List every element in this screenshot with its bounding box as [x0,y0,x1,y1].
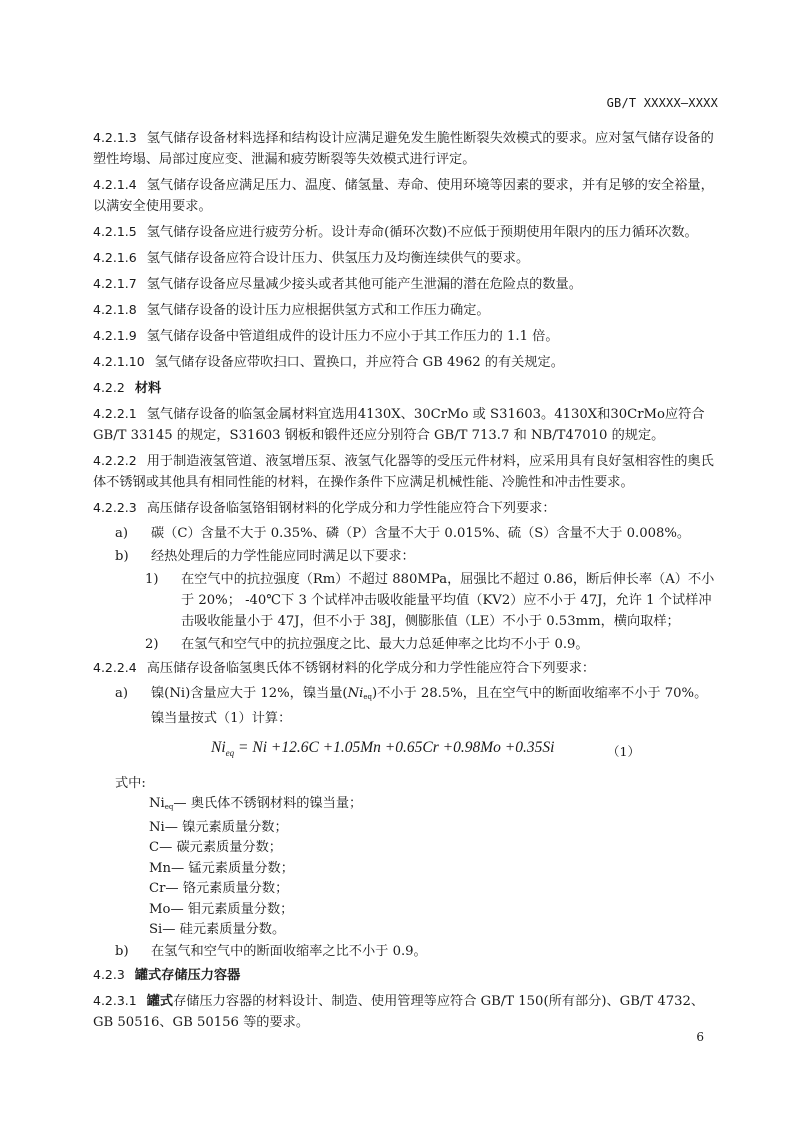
list-item-text: 碳（C）含量不大于 0.35%、磷（P）含量不大于 0.015%、硫（S）含量不大于 0.008%。 [151,526,691,541]
list-item-text: 在氢气和空气中的断面收缩率之比不小于 0.9。 [151,943,427,959]
clause-text: 氢气储存设备应尽量减少接头或者其他可能产生泄漏的潜在危险点的数量。 [146,277,582,292]
clause-text: 氢气储存设备应带吹扫口、置换口，并应符合 GB 4962 的有关规定。 [154,355,564,370]
clause-text: 氢气储存设备中管道组成件的设计压力不应小于其工作压力的 1.1 倍。 [146,329,559,344]
clause-number: 4.2.2.4 [93,660,137,675]
list-item [115,523,723,544]
section-title: 材料 [134,381,162,396]
list-item [115,546,723,567]
clause-4-2-3-1 [93,990,723,1033]
section-number: 4.2.3 [93,966,125,982]
page-number: 6 [696,1030,704,1044]
clause-4-2-1-6 [93,247,723,269]
section-number: 4.2.2 [93,380,125,395]
clause-number: 4.2.2.1 [93,406,137,421]
clause-4-2-1-3 [93,127,723,170]
clause-text: 高压储存设备临氢奥氏体不锈钢材料的化学成分和力学性能应符合下列要求： [146,661,596,676]
list-item [115,941,723,962]
definition-symbol-subscript: eq [164,803,174,811]
requirement-list [93,683,723,729]
definition-item [149,920,723,941]
equation-lhs: Ni [211,739,226,756]
list-item-text: 镍(Ni)含量应大于 12%，镍当量( [151,686,348,701]
definition-text: — 奥氏体不锈钢材料的镍当量； [173,796,363,811]
list-item-text: )不小于 28.5%，且在空气中的断面收缩率不小于 70%。 [371,686,708,701]
definition-item [149,879,723,900]
clause-number: 4.2.1.9 [93,328,137,343]
definition-item [149,900,723,921]
equation-lhs-subscript: eq [225,748,235,759]
equation-rhs: = Ni +12.6C +1.05Mn +0.65Cr +0.98Mo +0.35Si [238,739,555,756]
definition-item [149,859,723,880]
where-label: 式中: [115,776,146,791]
document-code-header: GB/T XXXXX—XXXX [606,96,718,110]
list-marker: a) [115,686,129,701]
clause-4-2-2-4 [93,657,723,679]
clause-4-2-2-1 [93,403,723,446]
list-item-text: 经热处理后的力学性能应同时满足以下要求： [151,549,415,564]
symbol-definitions [93,794,723,941]
definition-symbol: Mo [149,901,171,917]
requirement-list [93,523,723,655]
clause-number: 4.2.1.7 [93,276,137,291]
equation-1 [93,733,723,767]
clause-text: 高压储存设备临氢铬钼钢材料的化学成分和力学性能应符合下列要求： [146,501,556,516]
equation-expression [211,737,554,764]
clause-text: 氢气储存设备应满足压力、温度、储氢量、寿命、使用环境等因素的要求，并有足够的安全裕量，以满安全使用要求。 [93,178,714,214]
definition-item [149,818,723,839]
clause-4-2-1-8 [93,299,723,321]
clause-4-2-1-5 [93,221,723,243]
clause-text: 氢气储存设备应符合设计压力、供氢压力及均衡连续供气的要求。 [146,251,530,266]
clause-number: 4.2.2.2 [93,453,137,468]
definition-text: — 镍元素质量分数； [164,819,288,835]
definition-symbol: Si [149,922,163,937]
section-heading-4-2-2 [93,377,723,399]
clause-4-2-1-9 [93,325,723,347]
list-marker: b) [115,549,129,564]
list-marker: 2) [145,637,159,652]
clause-text: 氢气储存设备的设计压力应根据供氢方式和工作压力确定。 [146,303,490,318]
list-item [115,683,723,729]
definition-symbol: Mn [149,860,171,876]
clause-number: 4.2.1.3 [93,130,137,145]
clause-text: 氢气储存设备应进行疲劳分析。设计寿命(循环次数)不应低于预期使用年限内的压力循环次数。 [146,225,698,240]
definition-item [149,838,723,859]
clause-4-2-2-3 [93,497,723,519]
definition-text: — 硅元素质量分数。 [162,922,286,937]
clause-4-2-1-10 [93,351,723,373]
equation-number: （1） [607,744,640,759]
clause-number: 4.2.3.1 [93,992,137,1008]
clause-number: 4.2.1.6 [93,250,137,265]
definition-symbol: Ni [149,819,165,835]
clause-number: 4.2.1.4 [93,177,137,192]
list-item-text: 镍当量按式（1）计算： [151,711,292,726]
list-marker: 1) [145,572,159,587]
list-item-text: 在空气中的抗拉强度（Rm）不超过 880MPa，屈强比不超过 0.86，断后伸长率（A）不小于 20%； -40℃下 3 个试样冲击吸收能量平均值（KV2）应不小于 47J，允许 1 个试样冲击吸收能量小于 47J，但不小于 38J，侧膨胀值（LE）不小于 0.53mm，横向取样； [181,572,715,629]
sub-list-item [145,569,723,632]
list-marker: b) [115,943,129,959]
nickel-equivalent-symbol: Ni [347,686,364,701]
list-marker: a) [115,526,129,541]
definition-text: — 锰元素质量分数； [171,860,294,876]
section-title: 罐式存储压力容器 [134,967,241,983]
definition-text: — 碳元素质量分数； [159,840,282,855]
definition-symbol: Cr [149,881,166,896]
clause-number: 4.2.2.3 [93,500,137,515]
nickel-equivalent-subscript: eq [363,693,372,701]
sub-list-item [145,634,723,655]
section-heading-4-2-3 [93,964,723,986]
clause-text: 氢气储存设备的临氢金属材料宜选用4130X、30CrMo 或 S31603。4130X和30CrMo应符合 GB/T 33145 的规定，S31603 钢板和锻件还应分别符合 GB/T 713.7 和 NB/T47010 的规定。 [93,407,705,443]
clause-number: 4.2.1.5 [93,224,137,239]
clause-4-2-1-4 [93,174,723,217]
definition-item [149,794,723,818]
sub-list [145,569,723,655]
clause-lead-term: 罐式 [146,993,174,1009]
definition-text: — 钼元素质量分数； [170,901,294,917]
document-body [93,127,723,1037]
clause-text: 存储压力容器的材料设计、制造、使用管理等应符合 GB/T 150(所有部分)、GB/T 4732、GB 50516、GB 50156 等的要求。 [93,993,705,1030]
list-item-text: 在氢气和空气中的抗拉强度之比、最大力总延伸率之比均不小于 0.9。 [181,637,589,652]
definition-text: — 铬元素质量分数； [165,881,289,896]
list-item-body [151,683,723,729]
definition-symbol: C [149,840,160,855]
clause-text: 用于制造液氢管道、液氢增压泵、液氢气化器等的受压元件材料，应采用具有良好氢相容性的奥氏体不锈钢或其他具有相同性能的材料，在操作条件下应满足机械性能、冷脆性和冲击性要求。 [93,454,714,490]
clause-text: 氢气储存设备材料选择和结构设计应满足避免发生脆性断裂失效模式的要求。应对氢气储存设备的塑性垮塌、局部过度应变、泄漏和疲劳断裂等失效模式进行评定。 [93,131,714,167]
clause-4-2-2-2 [93,450,723,493]
clause-number: 4.2.1.8 [93,302,137,317]
definition-symbol: Ni [149,796,165,811]
clause-number: 4.2.1.10 [93,354,145,369]
requirement-list [93,941,723,962]
clause-4-2-1-7 [93,273,723,295]
